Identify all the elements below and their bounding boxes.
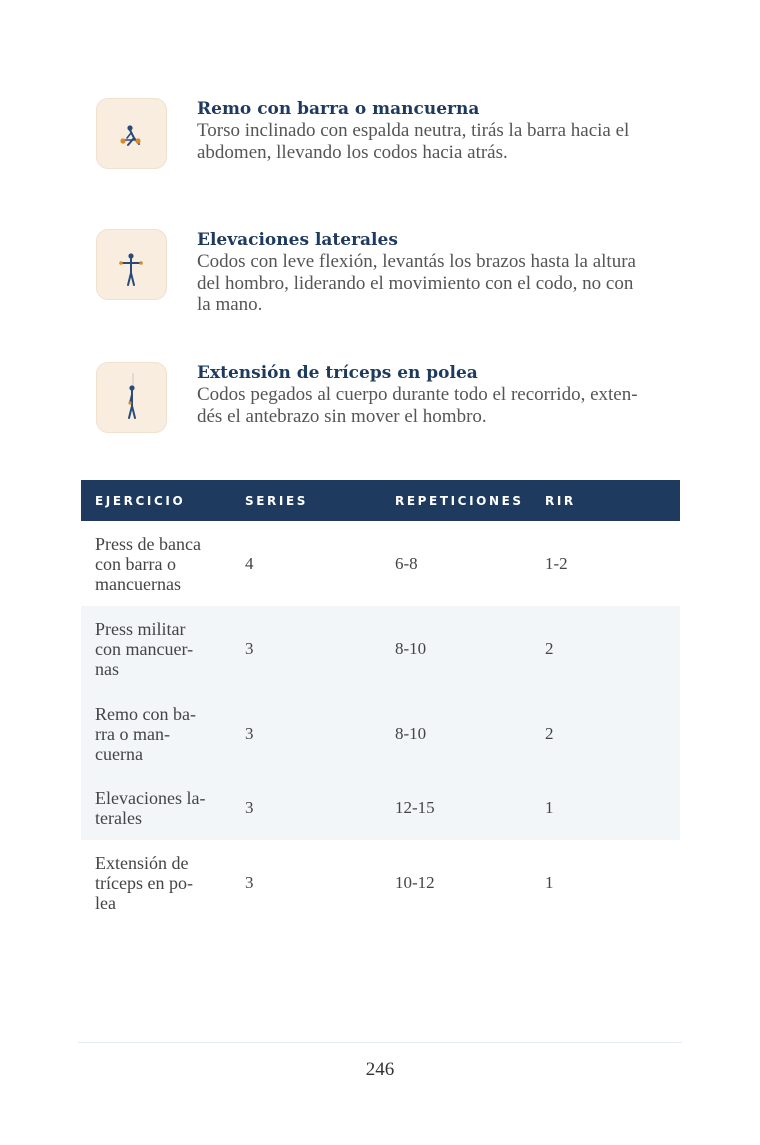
triceps-pushdown-figure-icon (96, 362, 167, 433)
series-cell: 3 (231, 691, 381, 776)
table-row (81, 521, 680, 606)
exercise-text (197, 98, 677, 163)
table-row (81, 691, 680, 776)
table-row (81, 840, 680, 926)
rir-cell: 1 (545, 873, 554, 892)
exercise-description: Codos con leve flexión, levantás los brazos hasta la altura del hombro, liderando el movimiento con el codo, no con la mano. (197, 251, 636, 315)
footer-divider (78, 1042, 682, 1043)
table-row (81, 606, 680, 691)
series-cell: 3 (245, 873, 254, 892)
exercise-name-cell: Extensión de tríceps en po- lea (95, 853, 193, 913)
reps-cell: 8-10 (381, 606, 531, 691)
lateral-raise-figure-icon (96, 229, 167, 300)
exercise-description: Torso inclinado con espalda neutra, tirás la barra hacia el abdomen, llevando los codos hacia atrás. (197, 120, 630, 163)
exercise-title: Remo con barra o mancuerna (197, 99, 480, 119)
exercise-name-cell: Elevaciones la- terales (81, 776, 231, 840)
column-header-exercise: EJERCICIO (81, 480, 231, 521)
table-header-row (81, 480, 680, 521)
rir-cell: 1 (531, 776, 680, 840)
reps-cell: 12-15 (381, 776, 531, 840)
column-header-rir: RIR (531, 480, 680, 521)
exercise-text (197, 362, 677, 427)
page-number: 246 (365, 1059, 395, 1080)
exercise-text (197, 229, 677, 316)
reps-cell: 10-12 (395, 873, 435, 892)
bent-over-row-figure-icon (96, 98, 167, 169)
reps-cell: 8-10 (381, 691, 531, 776)
exercise-title: Elevaciones laterales (197, 230, 398, 250)
column-header-series: SERIES (231, 480, 381, 521)
reps-cell: 6-8 (395, 553, 418, 573)
table-row (81, 776, 680, 840)
routine-table (81, 480, 680, 926)
rir-cell: 2 (531, 606, 680, 691)
series-cell: 3 (231, 606, 381, 691)
series-cell: 4 (245, 553, 254, 573)
exercise-name-cell: Press de banca con barra o mancuernas (95, 533, 201, 594)
series-cell: 3 (231, 776, 381, 840)
column-header-reps: REPETICIONES (381, 480, 531, 521)
exercise-description: Codos pegados al cuerpo durante todo el recorrido, exten- dés el antebrazo sin mover el hombro. (197, 384, 638, 427)
exercise-name-cell: Remo con ba- rra o man- cuerna (81, 691, 231, 776)
exercise-title: Extensión de tríceps en polea (197, 363, 478, 383)
exercise-name-cell: Press militar con mancuer- nas (81, 606, 231, 691)
rir-cell: 1-2 (545, 553, 568, 573)
rir-cell: 2 (531, 691, 680, 776)
